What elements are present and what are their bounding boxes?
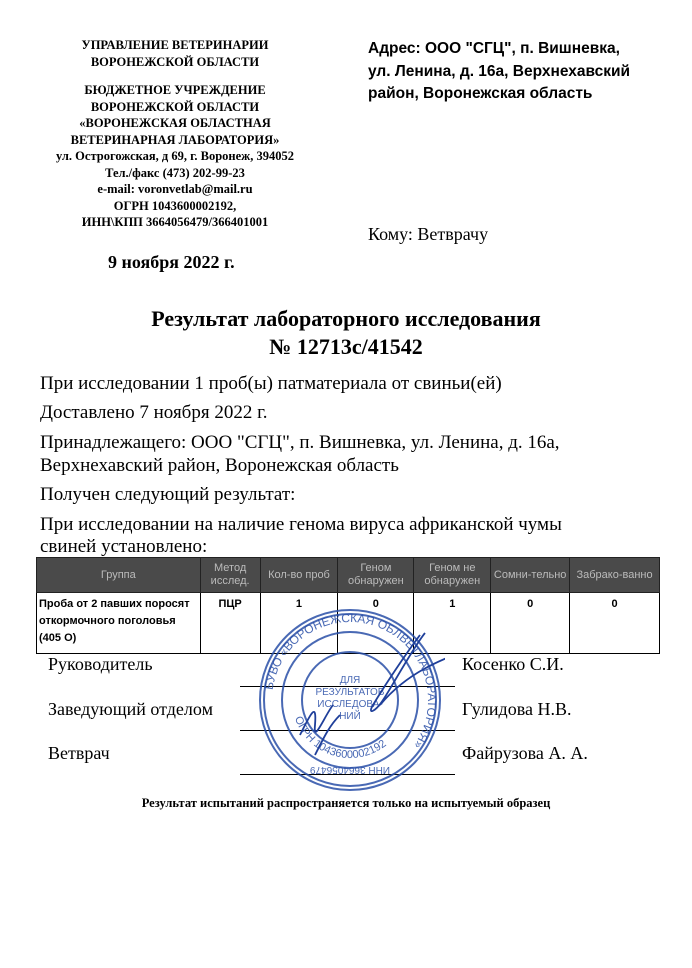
col-header: Сомни-тельно <box>491 558 570 593</box>
col-header: Группа <box>37 558 201 593</box>
org-line: «ВОРОНЕЖСКАЯ ОБЛАСТНАЯ <box>79 116 271 130</box>
stamp-center-text: ИССЛЕДОВА- <box>317 699 383 710</box>
organization-header <box>30 37 320 231</box>
org-email: e-mail: voronvetlab@mail.ru <box>97 182 253 196</box>
recipient: Кому: Ветврачу <box>368 224 489 244</box>
stamp-center-text: НИЙ <box>339 711 361 722</box>
body-line: Доставлено 7 ноября 2022 г. <box>40 402 268 423</box>
signature-name: Файрузова А. А. <box>462 743 588 763</box>
signature-name: Гулидова Н.В. <box>462 699 572 719</box>
col-header: Забрако-ванно <box>570 558 660 593</box>
recipient-address <box>368 38 630 106</box>
col-header: Геном обнаружен <box>338 558 414 593</box>
stamp-bottom-text: ИНН 3664056479 <box>309 764 391 775</box>
stamp-center-text: ДЛЯ <box>339 675 361 686</box>
cell-detected: 0 <box>338 593 414 654</box>
org-inn: ИНН\КПП 3664056479/366401001 <box>81 215 269 229</box>
address-line: район, Воронежская область <box>368 85 593 102</box>
body-line: Верхнехавский район, Воронежская область <box>40 455 399 476</box>
org-line: УПРАВЛЕНИЕ ВЕТЕРИНАРИИ <box>81 38 269 52</box>
cell-count: 1 <box>260 593 338 654</box>
col-header: Метод исслед. <box>200 558 260 593</box>
stamp-center-text: РЕЗУЛЬТАТОВ <box>315 687 385 698</box>
official-stamp <box>255 605 445 795</box>
stamp-inner-text: ОГРН 1043600002192 <box>291 714 389 762</box>
address-line: Адрес: ООО "СГЦ", п. Вишневка, <box>368 40 620 57</box>
signature-role: Руководитель <box>48 654 153 674</box>
cell-group: Проба от 2 павших поросят откормочного поголовья (405 О) <box>37 593 201 654</box>
signature-role: Заведующий отделом <box>48 699 213 719</box>
org-line: БЮДЖЕТНОЕ УЧРЕЖДЕНИЕ <box>84 83 266 97</box>
col-header: Геном не обнаружен <box>414 558 491 593</box>
footer-note: Результат испытаний распространяется только на испытуемый образец <box>141 796 551 810</box>
org-line: ВОРОНЕЖСКОЙ ОБЛАСТИ <box>90 54 260 69</box>
body-line: При исследовании на наличие генома вируса африканской чумы <box>40 514 562 535</box>
address-line: ул. Ленина, д. 16а, Верхнехавский <box>368 62 631 80</box>
signature-role: Ветврач <box>48 743 110 763</box>
stamp-outer-text: БУВО «ВОРОНЕЖСКАЯ ОБЛВЕТЛАБОРАТОРИЯ» <box>261 610 440 752</box>
document-date: 9 ноября 2022 г. <box>108 252 235 272</box>
org-line: ВОРОНЕЖСКОЙ ОБЛАСТИ <box>90 99 260 114</box>
cell-not-detected: 1 <box>414 593 491 654</box>
col-header: Кол-во проб <box>260 558 338 593</box>
document-number: № 12713с/41542 <box>269 334 423 359</box>
body-line: При исследовании 1 проб(ы) патматериала от свиньи(ей) <box>40 373 502 394</box>
cell-method: ПЦР <box>200 593 260 654</box>
body-line: свиней установлено: <box>40 536 208 557</box>
signature-name: Косенко С.И. <box>462 654 564 674</box>
org-ogrn: ОГРН 1043600002192, <box>113 198 237 213</box>
title-line: Результат лабораторного исследования <box>151 306 541 331</box>
table-header-row <box>37 558 660 593</box>
org-line: ВЕТЕРИНАРНАЯ ЛАБОРАТОРИЯ» <box>70 132 280 147</box>
body-line: Получен следующий результат: <box>40 484 296 505</box>
org-address: ул. Острогожская, д 69, г. Воронеж, 394052 <box>55 149 294 163</box>
cell-doubtful: 0 <box>491 593 570 654</box>
cell-rejected: 0 <box>570 593 660 654</box>
org-phone: Тел./факс (473) 202-99-23 <box>105 165 245 180</box>
body-line: Принадлежащего: ООО "СГЦ", п. Вишневка, ул. Ленина, д. 16а, <box>40 432 560 453</box>
document-title <box>0 305 692 361</box>
